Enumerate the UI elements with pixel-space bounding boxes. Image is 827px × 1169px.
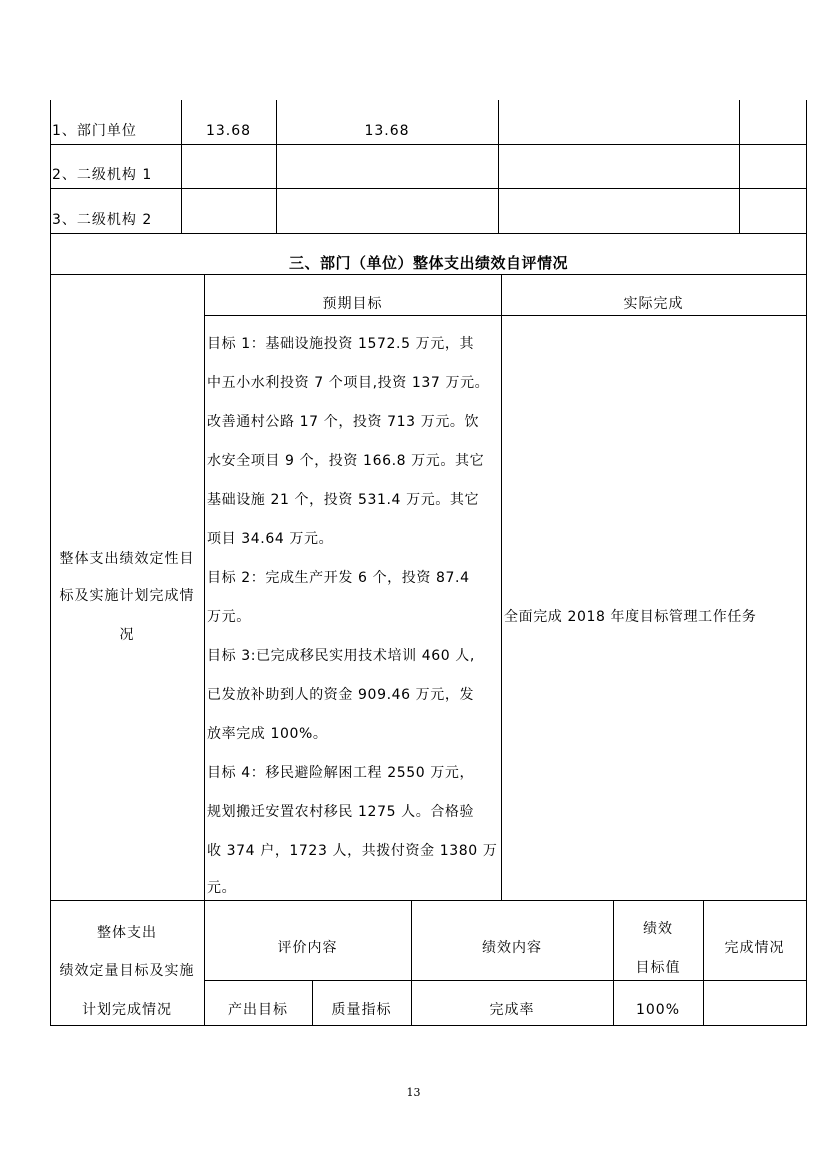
col-divider [501, 274, 502, 901]
goal-line: 规划搬迁安置农村移民 1275 人。合格验 [207, 804, 475, 820]
target-value-header-line: 绩效 [643, 921, 673, 937]
qualitative-label-line: 标及实施计划完成情 [59, 588, 195, 604]
row-divider [204, 980, 807, 981]
row-divider [50, 274, 807, 275]
goal-line: 已发放补助到人的资金 909.46 万元，发 [207, 687, 475, 703]
qualitative-label-line: 况 [119, 627, 135, 643]
perf-content-header: 绩效内容 [482, 940, 542, 956]
row-value: 13.68 [364, 123, 410, 139]
completion-rate-cell: 完成率 [489, 1002, 535, 1018]
goal-line: 元。 [207, 880, 237, 896]
goal-line: 目标 3:已完成移民实用技术培训 460 人, [207, 648, 475, 664]
quantitative-label-line: 整体支出 [97, 925, 157, 941]
col-divider [204, 274, 205, 1026]
goal-line: 基础设施 21 个，投资 531.4 万元。其它 [207, 492, 480, 508]
output-target-cell: 产出目标 [228, 1002, 288, 1018]
quantitative-label-line: 计划完成情况 [82, 1002, 172, 1018]
col-divider [498, 100, 499, 234]
goal-line: 目标 1：基础设施投资 1572.5 万元，其 [207, 336, 475, 352]
row-divider [204, 315, 807, 316]
row-divider [50, 900, 807, 901]
col-divider [181, 100, 182, 234]
quality-indicator-cell: 质量指标 [331, 1002, 392, 1018]
table-border-right [806, 100, 807, 1026]
target-value-cell: 100% [635, 1002, 681, 1018]
completion-header: 完成情况 [724, 940, 785, 956]
actual-completion-text: 全面完成 2018 年度目标管理工作任务 [504, 609, 757, 625]
col-divider [739, 100, 740, 234]
row-divider [50, 144, 807, 145]
row-name: 2、二级机构 1 [52, 167, 153, 183]
qualitative-label-line: 整体支出绩效定性目 [59, 551, 195, 567]
col-divider [703, 900, 704, 1026]
quantitative-label-line: 绩效定量目标及实施 [59, 963, 195, 979]
expected-goals-header: 预期目标 [322, 296, 383, 312]
actual-completion-header: 实际完成 [623, 296, 684, 312]
row-name: 3、二级机构 2 [52, 212, 153, 228]
goal-line: 中五小水利投资 7 个项目,投资 137 万元。 [207, 375, 490, 391]
section-title: 三、部门（单位）整体支出绩效自评情况 [288, 254, 568, 272]
eval-content-header: 评价内容 [277, 940, 338, 956]
row-divider [50, 233, 807, 234]
goal-line: 项目 34.64 万元。 [207, 531, 334, 547]
table-border-bottom [50, 1025, 807, 1026]
row-value: 13.68 [205, 123, 252, 139]
row-name: 1、部门单位 [52, 123, 137, 139]
row-divider [50, 188, 807, 189]
goal-line: 改善通村公路 17 个，投资 713 万元。饮 [207, 414, 480, 430]
goal-line: 水安全项目 9 个，投资 166.8 万元。其它 [207, 453, 485, 469]
goal-line: 目标 2：完成生产开发 6 个，投资 87.4 [207, 570, 470, 586]
goal-line: 目标 4：移民避险解困工程 2550 万元， [207, 765, 475, 781]
goal-line: 万元。 [207, 609, 251, 625]
goal-line: 放率完成 100%。 [207, 726, 328, 742]
target-value-header-line: 目标值 [635, 960, 681, 976]
page-number: 13 [406, 1086, 421, 1099]
goal-line: 收 374 户，1723 人，共拨付资金 1380 万 [207, 843, 498, 859]
col-divider [276, 100, 277, 234]
